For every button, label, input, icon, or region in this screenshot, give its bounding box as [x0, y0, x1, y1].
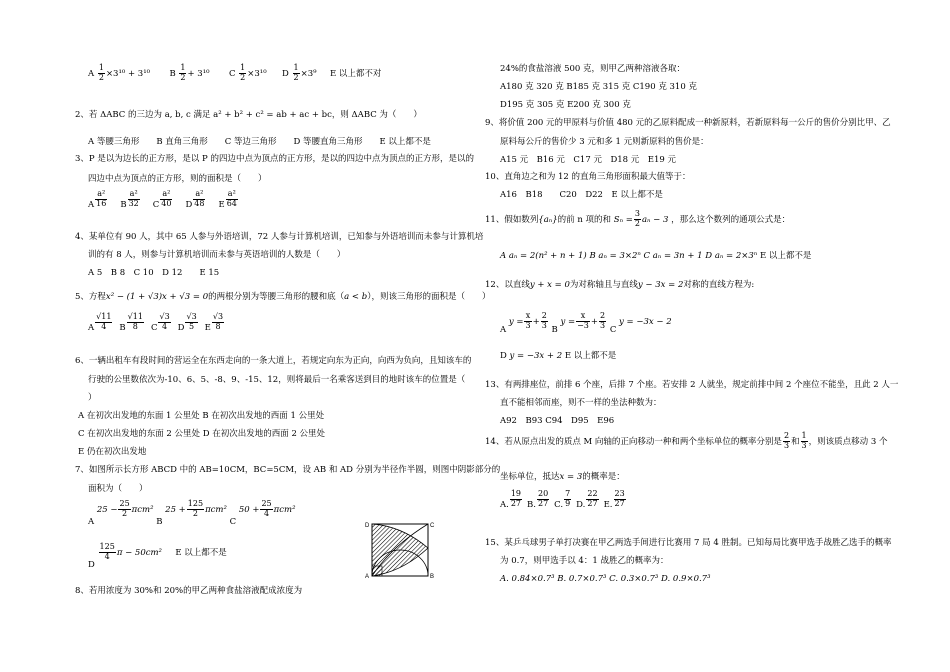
- q14-option-4-label: D.: [576, 499, 586, 510]
- q7-option-d-label: D: [88, 559, 95, 570]
- q3-option-3-fraction: $\frac{\text{a²}}{40}$: [161, 189, 172, 208]
- q15-option-b: B. 0.7×0.7³: [557, 574, 607, 584]
- q11-option-c: C aₙ = 3n + 1: [643, 251, 703, 261]
- q1-option-d-label: D: [282, 68, 289, 79]
- q15-line1: 15、某乒乓球男子单打决赛在甲乙两选手间进行比赛用 7 局 4 胜制。已知每局比赛甲选手战胜乙选手的概率: [485, 538, 892, 548]
- fig-label-d: D: [365, 523, 370, 529]
- q12-line: y − 3x = 2: [637, 280, 684, 290]
- q14-line2: 坐标单位，抵达x = 3的概率是：: [500, 472, 625, 482]
- q5-stem: 5、方程x² − (1 + √3)x + √3 = 0的两根分别为等腰三角形的腰和底（a < b），则该三角形的面积是（ ）: [75, 292, 491, 302]
- q6-line3: ）: [88, 393, 97, 403]
- q3-option-4-fraction: $\frac{\text{a²}}{48}$: [194, 189, 205, 208]
- q1-option-c-fraction: $\frac{1}{2}$: [240, 63, 246, 82]
- q5-options: [88, 313, 231, 332]
- q11-option-a: A aₙ = 2(n² + n + 1): [500, 251, 587, 261]
- q2-stem: 2、若 ΔABC 的三边为 a, b, c 满足 a² + b² + c² = ab + ac + bc，则 ΔABC 为（ ）: [75, 110, 422, 120]
- q3-options: [88, 190, 251, 209]
- q5-option-1-fraction: $\frac{√11}{4}$: [96, 312, 112, 331]
- q14-option-3-label: C.: [554, 499, 564, 510]
- semicircle-diagram: [362, 516, 438, 582]
- q10-options: A16 B18 C20 D22 E 以上都不是: [500, 190, 663, 200]
- q4-options: A 5 B 8 C 10 D 12 E 15: [88, 268, 220, 278]
- q11-option-d: D aₙ = 2×3ⁿ: [705, 251, 758, 261]
- q1-option-b-expr: + 3¹⁰: [187, 68, 210, 79]
- q13-line2: 直不能相邻而座，则不一样的坐法种数为：: [500, 398, 662, 408]
- q3-option-4-label: D: [185, 199, 193, 210]
- q11-option-b: B aₙ = 3×2ⁿ: [589, 251, 641, 261]
- fig-label-a: A: [365, 574, 370, 580]
- q3-option-1-fraction: $\frac{\text{a²}}{16}$: [96, 189, 107, 208]
- q12-option-d: y = −3x + 2: [509, 351, 563, 361]
- q14-option-2-fraction: $\frac{20}{27}$: [537, 489, 549, 508]
- q7-options-de: D $\frac{125}{4}$ π − 50cm² E 以上都不是: [88, 542, 227, 570]
- q6-line2: 行驶的公里数依次为-10、6、5、-8、9、-15、12，则将最后一名乘客送到目的地时该车的位置是（: [88, 375, 466, 385]
- q14-option-1-label: A.: [500, 499, 509, 510]
- q12-option-b-label: B: [551, 324, 558, 335]
- q9-line1: 9、将价值 200 元的甲原料与价值 480 元的乙原料配成一种新原料，若新原料每一公斤的售价分别比甲、乙: [485, 118, 891, 128]
- q5-option-4-fraction: $\frac{√3}{5}$: [186, 312, 197, 331]
- q9-line2: 原料每公斤的售价少 3 元和多 1 元则新原料的售价是：: [500, 137, 709, 147]
- q13-options: A92 B93 C94 D95 E96: [500, 416, 615, 426]
- q15-options: [500, 574, 711, 585]
- q5-option-5-fraction: $\frac{√3}{8}$: [212, 312, 224, 331]
- q14-option-1-fraction: $\frac{19}{27}$: [510, 489, 522, 508]
- q6-line1: 6、一辆出租车有段时间的营运全在东西走向的一条大道上，若规定向东为正向，向西为负向，且知该车的: [75, 356, 472, 366]
- q12-options-de: [500, 351, 616, 362]
- q7-options-abc: A 25 − $\frac{25}{2}$ πcm² B 25 + $\frac{125}{2}$ πcm² C 50 + $\frac{25}{4}$ πcm²: [88, 499, 296, 527]
- q12-option-a-label: A: [500, 324, 507, 335]
- q12-stem: 12、以直线y + x = 0为对称轴且与直线y − 3x = 2对称的直线方程为:: [485, 280, 755, 290]
- q12-option-e: E 以上都不是: [564, 351, 617, 361]
- q3-option-5-fraction: $\frac{\text{a²}}{64}$: [226, 189, 237, 208]
- q3-option-5-label: E: [218, 199, 225, 210]
- q4-line2: 训的有 8 人，则参与计算机培训而未参与英语培训的人数是（ ）: [88, 250, 346, 260]
- q11-stem: 11、假如数列{aₙ}的前 n 项的和 Sₙ = $\frac{3}{2}$ aₙ − 3 ，那么这个数列的通项公式是：: [485, 209, 791, 228]
- q14-option-2-label: B.: [527, 499, 536, 510]
- q8-cont-line3: D195 克 305 克 E200 克 300 克: [500, 100, 631, 110]
- q14-options: [500, 490, 631, 509]
- q12-axis: y + x = 0: [529, 280, 570, 290]
- q12-options-abc: A y = $\frac{x}{3}$ + $\frac{2}{3}$ B y = $\frac{x}{-3}$ + $\frac{2}{3}$ C y = −3x − 2: [500, 311, 672, 335]
- q5-option-3-label: C: [150, 322, 158, 333]
- q7-option-e: E 以上都不是: [175, 547, 227, 558]
- q11-options: [500, 251, 811, 262]
- q7-line1: 7、如图所示长方形 ABCD 中的 AB=10CM，BC=5CM，设 AB 和 AD 分别为半径作半圆，则图中阴影部分的: [75, 465, 501, 475]
- q6-option-e: E 仍在初次出发地: [78, 447, 147, 457]
- q14-option-5-fraction: $\frac{23}{27}$: [614, 489, 625, 508]
- q3-line1: 3、P 是以为边长的正方形，是以 P 的四边中点为顶点的正方形，是以的四边中点为顶点的正方形，是以的: [75, 154, 474, 164]
- q11-option-e: E 以上都不是: [759, 251, 812, 261]
- q5-option-2-label: B: [119, 322, 126, 333]
- q7-option-c-label: C: [229, 516, 237, 527]
- q15-line2: 为 0.7，则甲选手以 4：1 战胜乙的概率为：: [500, 556, 669, 566]
- q3-line2: 四边中点为顶点的正方形，则的面积是（ ）: [88, 174, 267, 184]
- q1-option-b-label: B: [169, 68, 176, 79]
- q1-option-d-expr: ×3⁹: [300, 68, 317, 79]
- q5-option-1-label: A: [88, 322, 95, 333]
- q10-line1: 10、直角边之和为 12 的直角三角形面积最大值等于：: [485, 172, 691, 182]
- q3-option-2-fraction: $\frac{\text{a²}}{32}$: [128, 189, 139, 208]
- q3-option-1-label: A: [88, 199, 95, 210]
- q14-option-5-label: E.: [603, 499, 613, 510]
- q4-line1: 4、某单位有 90 人，其中 65 人参与外语培训，72 人参与计算机培训，已知参与外语培训而未参与计算机培: [75, 232, 484, 242]
- q8-line1: 8、若用浓度为 30%和 20%的甲乙两种食盐溶液配成浓度为: [75, 586, 303, 596]
- q15-option-c: C. 0.3×0.7³: [609, 574, 659, 584]
- q6-option-cd: C 在初次出发地的东面 2 公里处 D 在初次出发地的西面 2 公里处: [78, 429, 326, 439]
- q8-cont-line1: 24%的食盐溶液 500 克，则甲乙两种溶液各取：: [500, 64, 686, 74]
- q1-option-a-label: A: [88, 68, 95, 79]
- q14-stem: 14、若从原点出发的质点 M 向轴的正向移动一种和两个坐标单位的概率分别是 $\frac{2}{3}$ 和 $\frac{1}{3}$ ，则该质点移动 3 个: [485, 431, 888, 450]
- q1-option-b-fraction: $\frac{1}{2}$: [180, 63, 186, 82]
- q12-option-c: y = −3x − 2: [619, 316, 672, 327]
- fig-label-c: C: [430, 523, 435, 529]
- q5-option-4-label: D: [177, 322, 185, 333]
- q1-option-c-expr: ×3¹⁰: [247, 68, 267, 79]
- q5-option-5-label: E: [204, 322, 211, 333]
- q12-option-c-label: C: [609, 324, 617, 335]
- q8-cont-line2: A180 克 320 克 B185 克 315 克 C190 克 310 克: [500, 82, 697, 92]
- q5-option-2-fraction: $\frac{√11}{8}$: [127, 312, 143, 331]
- q5-equation: x² − (1 + √3)x + √3 = 0: [105, 292, 209, 302]
- q7-option-b-label: B: [156, 516, 163, 527]
- q2-options: A 等腰三角形 B 直角三角形 C 等边三角形 D 等腰直角三角形 E 以上都不是: [88, 137, 431, 147]
- q11-sequence: {aₙ}: [538, 214, 558, 225]
- q1-option-d-fraction: $\frac{1}{2}$: [293, 63, 299, 82]
- q1-option-a-expr: ×3¹⁰ + 3¹⁰: [105, 68, 151, 79]
- q9-options: A15 元 B16 元 C17 元 D18 元 E19 元: [500, 155, 676, 165]
- q1-option-a-fraction: $\frac{1}{2}$: [98, 63, 104, 82]
- q6-option-ab: A 在初次出发地的东面 1 公里处 B 在初次出发地的西面 1 公里处: [78, 411, 325, 421]
- q15-option-a: A. 0.84×0.7³: [500, 574, 555, 584]
- q14-option-4-fraction: $\frac{22}{27}$: [587, 489, 598, 508]
- q3-option-2-label: B: [120, 199, 127, 210]
- q15-option-d: D. 0.9×0.7³: [661, 574, 711, 584]
- q14-target: x = 3: [559, 472, 583, 482]
- q12-option-d-label: D: [500, 351, 507, 361]
- q13-line1: 13、有两排座位，前排 6 个座，后排 7 个座。若安排 2 人就坐，规定前排中间 2 个座位不能坐，且此 2 人一: [485, 380, 899, 390]
- q1-option-e: E 以上都不对: [329, 68, 382, 79]
- q5-condition: a < b: [344, 292, 368, 302]
- q14-option-3-fraction: $\frac{7}{9}$: [565, 489, 571, 508]
- fig-label-b: B: [430, 574, 435, 580]
- q7-figure: [362, 516, 438, 582]
- q7-option-a-label: A: [88, 516, 95, 527]
- q7-line2: 面积为（ ）: [88, 484, 148, 494]
- q1-options: [88, 64, 381, 83]
- q1-option-c-label: C: [228, 68, 236, 79]
- q3-option-3-label: C: [152, 199, 160, 210]
- q5-option-3-fraction: $\frac{√3}{4}$: [159, 312, 170, 331]
